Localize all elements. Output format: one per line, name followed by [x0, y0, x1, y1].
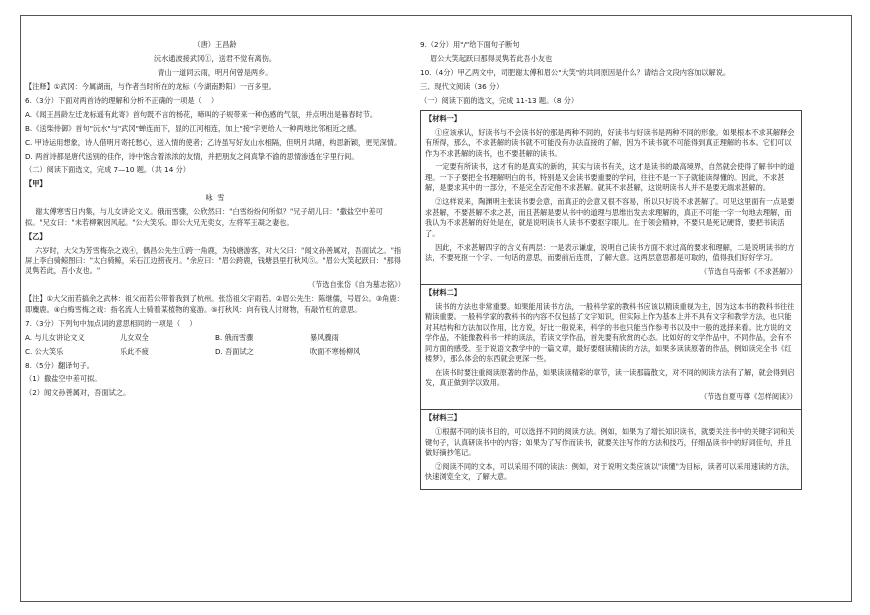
- question-8-item: （2）闻文孙善属对，吾面试之。: [25, 388, 131, 398]
- question-10: 10.（4分）甲乙两文中，司肥谢太傅和眉公"大笑"的共同原因是什么？请结合文段内容加以解说。: [420, 67, 731, 77]
- question-8-item: （1）撒盐空中差可拟。: [25, 374, 102, 384]
- passage-label-yi: 【乙】: [25, 231, 47, 241]
- poem-author: （唐）王昌龄: [193, 40, 237, 49]
- q7-option-a: A. 与儿女讲论文义: [25, 332, 85, 342]
- material-2-box: [420, 285, 802, 410]
- passage-jia-text: 谢太傅寒雪日内集，与儿女讲论文义。俄而雪骤，公欣然曰："白雪纷纷何所似？"兄子胡儿曰："撒盐空中差可拟。"兄女曰："未若柳絮因风起。"公大笑乐。即公大兄无奕女，左将军王凝之妻也。: [25, 207, 383, 227]
- left-column: [25, 40, 405, 402]
- right-column: [420, 40, 802, 490]
- q7-option-b-compare: 暴风骤雨: [310, 332, 339, 342]
- material-paragraph: 在读书时要注重阅读原著的作品，如果读读精彩的章节，读一读那篇散文，对不同的阅读方法有了解，就会得到启发，真正做到学以致用。: [425, 367, 795, 388]
- question-9-sentence: 眉公大笑起跃曰那得灵隽若此吾小友也: [430, 53, 553, 63]
- passage-yi-text: 六岁时，大父为芳雪梅杂之戏④，偶昌公先生①跨一角鹿，为钱塘游客，对大父曰："闻文孙善属对，吾面试之。"指屏上李白骑鲸图曰："太白骑鲸，采石江边捞夜月。"余应曰："眉公跨鹿，钱塘县里打秋风⑤。"眉公大笑起跃曰："那得灵隽若此，吾小友也。": [25, 245, 402, 276]
- q7-option-d-compare: 吹面不寒杨柳风: [310, 346, 361, 356]
- material-paragraph: ①应该承认，好读书与不会读书好的那是两种不同的，好读书与好读书是两种不同的形象。如果根本不求其解释会有所得，那么，不求甚解的读书就不可能没有办法直接的了解，因为不读书就不可能得到真正理解的书本。它们可以作为不求甚解的读书，也不要甚解的读书。: [425, 127, 795, 158]
- q7-option-b: B. 俄而雪骤: [215, 332, 254, 342]
- material-source: （节选自马南邨《不求甚解》）: [699, 266, 797, 276]
- passage-title: 咏 雪: [205, 193, 225, 203]
- section-heading: （一）阅读下面的选文，完成 11-13 题。（8 分）: [420, 95, 579, 105]
- question-8: 8.（5分）翻译句子。: [25, 360, 94, 370]
- question-6: 6.（3分）下面对两首诗的理解和分析不正确的一项是（ ）: [25, 95, 219, 105]
- q7-option-a-compare: 儿女双全: [120, 332, 149, 342]
- option-b: B.《送柴侍御》首句"沅水"与"武冈"蝉连而下，显的江河相连，加上"接"字更给人一种两地比邻相近之感。: [25, 123, 362, 133]
- material-paragraph: 读书的方法也非常重要。如果能用读书方法，一般科学家的教科书应该以精读重视为主，因为这本书的教科书往往精读重要。一般科学家的教科书的内容不仅包括了文字知识，但实际上作为基本上并不具有文字和教学方法，也只能对其结构和方法加以作用，比方说，好比一般说来，科学的书也只能当作参考书以及中一般的选择来看。比方说的文学作品，不能像教科书一样的读法，若读文学作品，首先要有欣赏的心态。比如好的文学作品中，不同作品，会有不同方面的感受。至于说语文教学中的一篇文章，最好要细读精读的方法，如果多读读原著的作品，例如读完全书《红楼梦》，那么体会的东西就会更深一些。: [425, 301, 795, 363]
- question-7: 7.（3分）下列句中加点词的意思相同的一项是（ ）: [25, 318, 197, 328]
- material-paragraph: 一定要有所读书，这才有的是真实的新的，其实与读书有关，这才是读书的最高境界，自然就会使得了解书中的道理。一下子要把全书理解明白的书，特别是又会读书要重要的学问，往往不是一下子就能读得懂的。因此，不求甚解，是要求其中的一部分，不是完全否定他不求甚解。就其不求甚解，这说明读书人并不是要无端求甚解的。: [425, 162, 795, 193]
- material-source: （节选自夏丏尊《怎样阅读》）: [699, 392, 797, 402]
- passage-source: （节选自张岱《自为墓志铭》）: [307, 280, 405, 290]
- option-d: D. 两首诗都是唐代送别的佳作，诗中饱含着浓浓的友情，并把朋友之间真挚不渝的思情渗透在字里行间。: [25, 151, 359, 161]
- material-label: 【材料二】: [425, 287, 461, 297]
- q7-option-d: D. 吾面试之: [215, 346, 254, 356]
- material-3-box: [420, 410, 802, 490]
- q7-options-row-1: [25, 333, 405, 343]
- section-heading: 三、现代文阅读（36 分）: [420, 81, 504, 91]
- q7-option-c: C. 公大笑乐: [25, 346, 64, 356]
- section-heading: （二）阅读下面选文，完成 7—10 题。（共 14 分）: [25, 165, 190, 175]
- material-paragraph: 因此，不求甚解四字的含义有两层：一是表示谦虚，说明自己读书方面不求过高的要求和理解，二是说明读书的方法，不要死抠一个字、一句话的意思，而要前后连贯，了解大意。这两层意思都是可取的，值得我们好好学习。: [425, 242, 795, 262]
- question-9: 9.（2分）用"/"给下面句子断句: [420, 40, 520, 49]
- material-1-box: [420, 110, 802, 285]
- material-paragraph: ②这样说来，陶渊明主张读书要会意，而真正的会意又很不容易，所以只好说不求甚解了。可见这里面有一点是要求甚解，不要甚解不求之甚，而且甚解是要从书中的道理与思维出发去求理解的，真正不可能一字一句地去理解，而我认为不求甚解的好处是在，就是说明读书人读书不要抠字眼儿。在于领会精神，不要只是死记硬背，要把书读活了。: [425, 197, 795, 238]
- annotation: 【注】①大父而若搞余之武林：祖父而若公带着我到了杭州。张岱祖父字雨若。②眉公先生：陈继儒，号眉公。③角鹿：即麋鹿。④白梅雪梅之戏：指名流人士骑着某植物的宴游。⑤打秋风：向有钱人讨财物，有敲竹杠的意思。: [25, 294, 404, 314]
- material-paragraph: ①根据不同的读书目的，可以选择不同的阅读方法。例如，如果为了增长知识读书，就要关注书中的关键字词和关键句子，认真研读书中的内容；如果为了写作而读书，就要关注写作的方法和技巧，仔细品读书中的好词佳句，并且做好摘抄笔记。: [425, 427, 795, 457]
- annotation: 【注释】①武冈：今属湖南，与作者当时所在的龙标（今湖南黔阳）一百多里。: [25, 81, 276, 91]
- passage-label-jia: 【甲】: [25, 179, 47, 189]
- material-paragraph: ②阅读不同的文本，可以采用不同的读法：例如，对于说明文类应该以"读懂"为目标，读者可以采用速读的方法，快速浏览全文，了解大意。: [425, 461, 794, 482]
- option-c: C. 甲诗运用想象，诗人借明月寄托愁心，送入情的使者；乙诗虽写好友山水相隔，但明月共睹，构思新颖，更见深情。: [25, 137, 402, 147]
- q7-options-row-2: [25, 347, 405, 357]
- material-label: 【材料一】: [425, 113, 461, 123]
- poem-line: 沅水通波接武冈①，送君不觉有离伤。: [153, 53, 277, 63]
- material-label: 【材料三】: [425, 413, 461, 423]
- option-a: A.《闻王昌龄左迁龙标遥有此寄》首句既不言的杨花，啼叫的子规带来一种伤感的气氛，并点明出是暮春时节。: [25, 109, 378, 119]
- poem-line: 青山一道同云雨，明月何曾是两乡。: [157, 67, 273, 77]
- q7-option-c-compare: 乐此不疲: [120, 346, 149, 356]
